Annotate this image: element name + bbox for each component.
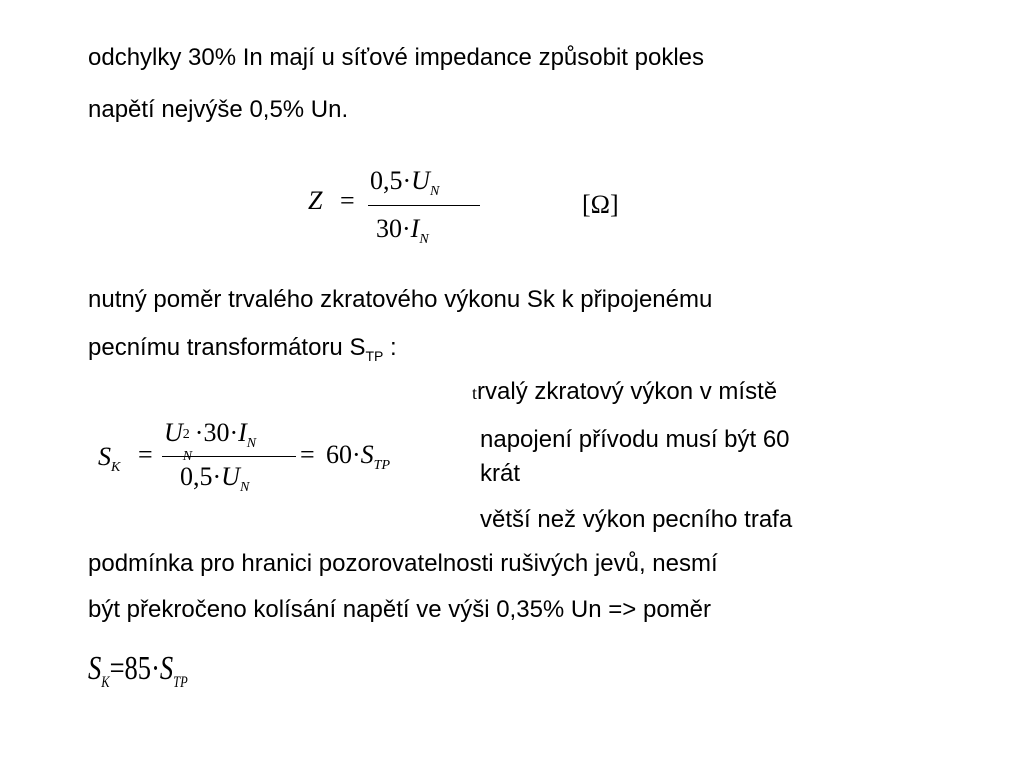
formula1-denominator: $30\cdot I_N$ xyxy=(376,214,429,247)
side-text-line-4: větší než výkon pecního trafa xyxy=(480,506,793,533)
formula1-unit: [Ω] xyxy=(582,190,619,219)
paragraph-1-line-1: odchylky 30% In mají u síťové impedance způsobit pokles xyxy=(88,44,704,71)
side-text-line-2: napojení přívodu musí být 60 xyxy=(480,426,790,453)
formula1-numerator: $0,5\cdot U_N$ xyxy=(370,166,440,199)
formula3-equals: = xyxy=(109,650,125,687)
formula3-rhs-sub: TP xyxy=(173,674,188,691)
side-text-line-3: krát xyxy=(480,460,521,487)
formula2-equals-2: = xyxy=(300,440,315,469)
paragraph-3-line-1: podmínka pro hranici pozorovatelnosti rušivých jevů, nesmí xyxy=(88,550,718,577)
formula1-lhs: Z xyxy=(308,186,323,215)
formula1-equals: = xyxy=(340,186,355,215)
formula3-lhs-sub: K xyxy=(101,674,110,691)
paragraph-2-line-1: nutný poměr trvalého zkratového výkonu Sk k připojenému xyxy=(88,286,713,313)
formula2-rhs: $60\cdot S_{TP}$ xyxy=(326,440,391,473)
paragraph-2-line-2: pecnímu transformátoru $S_{TP}$ : xyxy=(88,334,397,364)
formula3-dot: · xyxy=(151,650,160,687)
formula1-fraction-bar xyxy=(368,205,480,206)
paragraph-3-line-2: být překročeno kolísání napětí ve výši 0,35% Un => poměr xyxy=(88,596,712,623)
formula3-coef: 85 xyxy=(124,650,152,687)
formula2-denominator: $0,5\cdot U_N$ xyxy=(180,462,250,495)
side-text-line-1: trvalý zkratový výkon v místě xyxy=(472,378,778,405)
formula2-numerator: U 2 $\cdot 30\cdot I_N$ xyxy=(164,418,257,451)
formula2-fraction-bar xyxy=(162,456,296,457)
formula2-equals: = xyxy=(138,440,153,469)
formula3-lhs: S xyxy=(88,650,102,687)
formula-ratio-85 xyxy=(88,650,188,691)
formula2-lhs: $S_K$ xyxy=(98,442,121,475)
paragraph-1-line-2: napětí nejvýše 0,5% Un. xyxy=(88,96,349,123)
formula3-rhs: S xyxy=(159,650,174,687)
